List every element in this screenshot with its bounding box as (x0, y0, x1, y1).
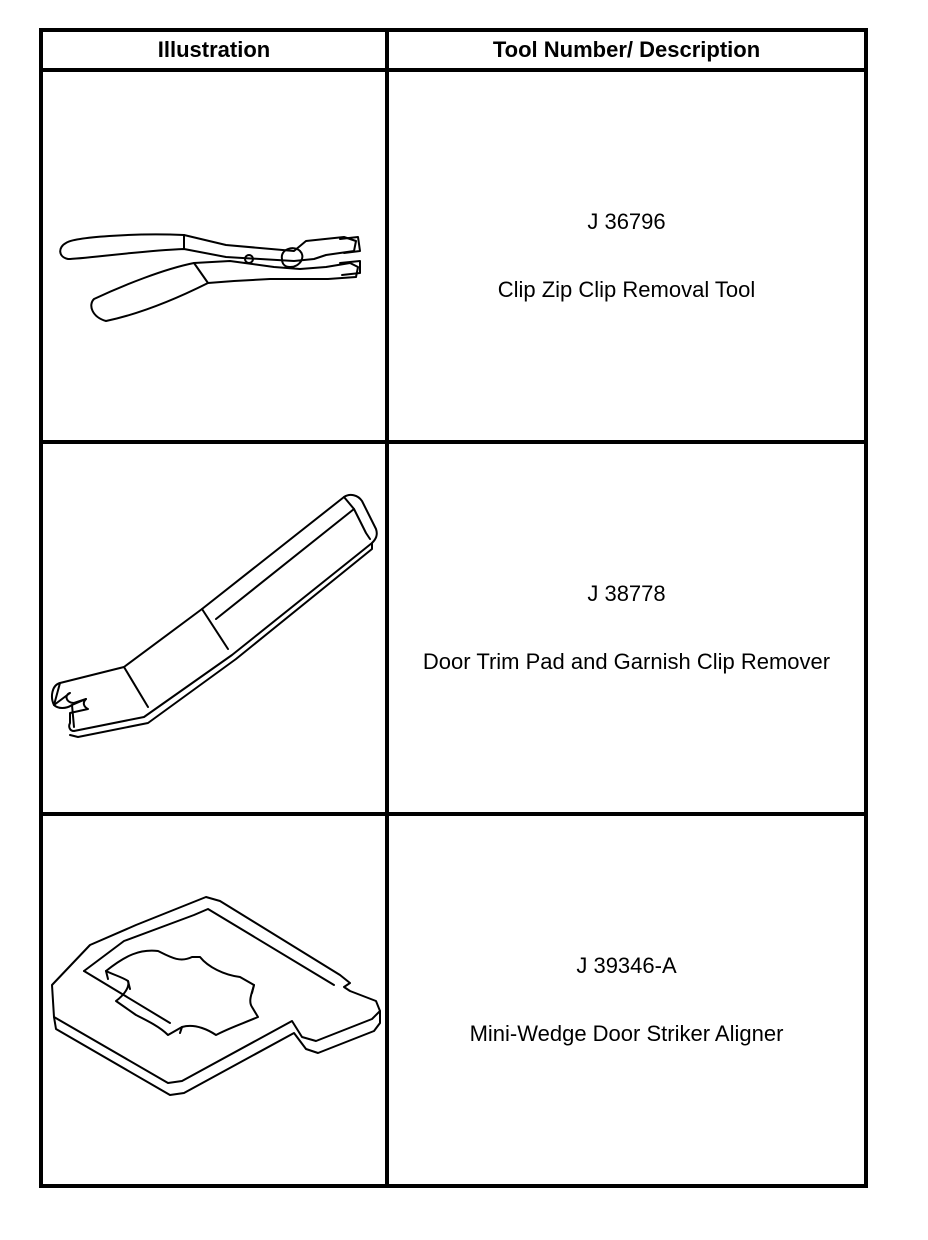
description-cell (387, 814, 866, 1186)
tool-description: Clip Zip Clip Removal Tool (497, 277, 756, 302)
trim-pad-remover-icon (44, 445, 384, 811)
tool-description: Mini-Wedge Door Striker Aligner (469, 1021, 784, 1046)
tool-number: J 38778 (587, 581, 666, 606)
tool-description: Door Trim Pad and Garnish Clip Remover (422, 649, 831, 674)
table-row (41, 814, 866, 1186)
tool-table (39, 28, 868, 1188)
description-cell (387, 442, 866, 814)
description-cell (387, 70, 866, 442)
tool-number: J 36796 (587, 209, 666, 234)
tool-number: J 39346-A (576, 953, 677, 978)
illustration-cell (41, 442, 387, 814)
striker-aligner-wedge-icon (44, 817, 384, 1183)
illustration-cell (41, 70, 387, 442)
header-illustration: Illustration (41, 30, 387, 70)
clip-zip-pliers-icon (44, 73, 384, 439)
table-row (41, 442, 866, 814)
header-description: Tool Number/ Description (387, 30, 866, 70)
header-row (41, 30, 866, 70)
illustration-cell (41, 814, 387, 1186)
table-row (41, 70, 866, 442)
